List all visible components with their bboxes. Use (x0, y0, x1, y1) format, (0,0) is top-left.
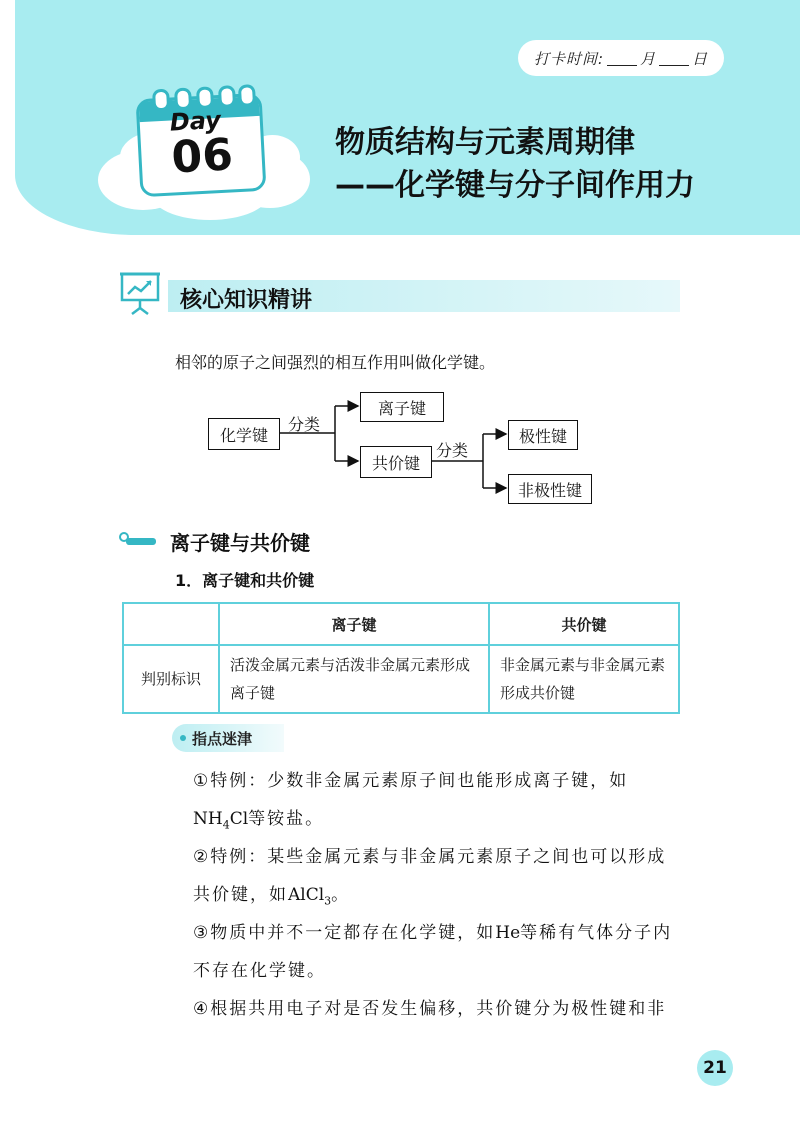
table-header-covalent: 共价键 (489, 603, 679, 645)
table-cell-covalent: 非金属元素与非金属元素形成共价键 (489, 645, 679, 713)
day-label: 日 (692, 49, 709, 68)
tip-text: 。 (331, 885, 351, 905)
month-blank (607, 51, 637, 66)
table-row (123, 645, 679, 713)
tip-text: ③物质中并不一定都存在化学键，如 (193, 923, 496, 943)
intro-paragraph: 相邻的原子之间强烈的相互作用叫做化学键。 (175, 353, 496, 372)
chem-formula: AlCl (288, 885, 325, 905)
presentation-board-icon (120, 270, 160, 316)
tip-dot-icon (180, 735, 186, 741)
chem-subscript: 3 (324, 894, 332, 908)
node-ionic-bond: 离子键 (360, 392, 444, 422)
edge-label-classify: 分类 (436, 441, 469, 460)
tip-line (193, 918, 672, 943)
calendar-ring (238, 84, 256, 107)
tip-line (193, 766, 628, 791)
day-word: Day (169, 105, 222, 137)
tip-line (193, 880, 350, 907)
comparison-table (122, 602, 680, 714)
tip-text: 不存在化学键。 (193, 961, 326, 981)
chem-formula: He (495, 923, 521, 943)
checkin-label: 打卡时间: (533, 49, 605, 68)
section-marker-icon (118, 530, 158, 552)
table-header-empty (123, 603, 219, 645)
table-cell-ionic: 活泼金属元素与活泼非金属元素形成离子键 (219, 645, 489, 713)
tip-line (193, 994, 666, 1019)
node-nonpolar-bond: 非极性键 (508, 474, 592, 504)
tip-text: 共价键，如 (193, 885, 288, 905)
day-number: 06 (170, 129, 235, 184)
section-title: 核心知识精讲 (180, 288, 313, 313)
page-title-line1: 物质结构与元素周期律 (335, 125, 635, 160)
page-number: 21 (697, 1050, 733, 1086)
chem-formula: Cl (229, 809, 249, 829)
day-blank (659, 51, 689, 66)
calendar-badge (136, 93, 267, 197)
classification-diagram (200, 390, 620, 510)
node-covalent-bond: 共价键 (360, 446, 432, 478)
month-label: 月 (640, 49, 657, 68)
page-title-line2: ——化学键与分子间作用力 (335, 168, 695, 203)
node-chemical-bond: 化学键 (208, 418, 280, 450)
tip-text: 等稀有气体分子内 (520, 923, 673, 943)
tip-line (193, 842, 666, 867)
tip-line (193, 956, 326, 981)
tip-label: 指点迷津 (192, 730, 253, 748)
subsection-title: 离子键与共价键 (170, 531, 310, 555)
edge-label-classify: 分类 (288, 415, 321, 434)
table-row-label: 判别标识 (123, 645, 219, 713)
table-header-row (123, 603, 679, 645)
tip-text: ①特例：少数非金属元素原子间也能形成离子键，如 (193, 771, 629, 791)
chem-subscript: 4 (222, 818, 230, 832)
checkin-time (518, 40, 724, 76)
calendar-ring (152, 89, 170, 112)
table-header-ionic: 离子键 (219, 603, 489, 645)
tip-line (193, 804, 324, 831)
tip-text: 等铵盐。 (248, 809, 325, 829)
tip-text: ④根据共用电子对是否发生偏移，共价键分为极性键和非 (193, 999, 667, 1019)
tip-text: ②特例：某些金属元素与非金属元素原子之间也可以形成 (193, 847, 667, 867)
chem-formula: NH (193, 809, 223, 829)
item-title: 1．离子键和共价键 (175, 571, 315, 590)
calendar-ring (218, 85, 236, 108)
node-polar-bond: 极性键 (508, 420, 578, 450)
